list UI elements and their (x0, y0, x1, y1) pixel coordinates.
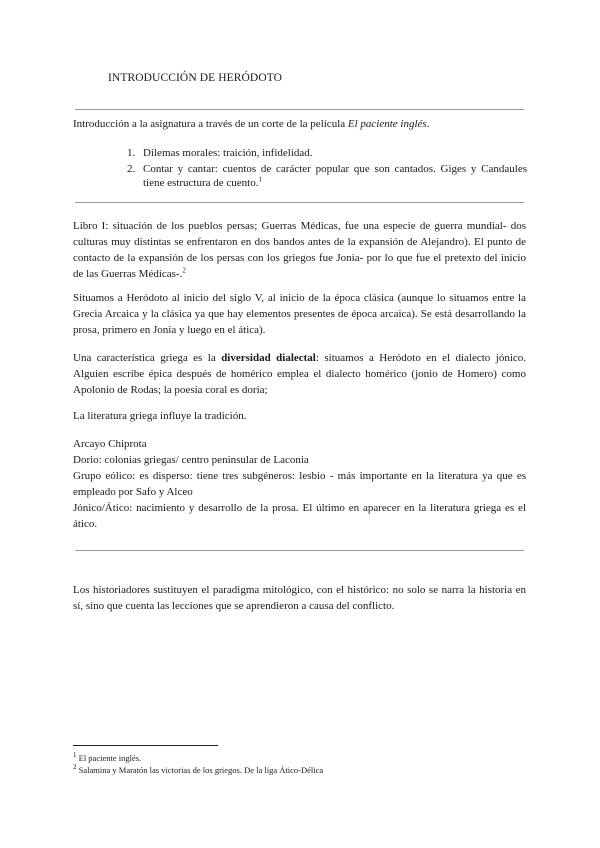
film-title: El paciente inglés (347, 118, 427, 130)
intro-end: . (426, 118, 430, 130)
historiadores-paragraph: Los historiadores sustituyen el paradigma mitológico, con el histórico: no solo se narra la historia en sí, sino que cuenta las lecciones que se aprendieron a causa del conflicto. (73, 584, 526, 612)
footnote-mark: 2 (73, 763, 77, 772)
intro-paragraph (73, 116, 526, 132)
list-item (127, 146, 527, 160)
intro-text: Introducción a la asignatura a través de un corte de la película (73, 118, 348, 130)
footnote (73, 764, 523, 776)
literatura-paragraph: La literatura griega influye la tradición. (73, 410, 247, 422)
caracteristica-paragraph (73, 350, 526, 398)
horizontal-rule (75, 550, 524, 551)
list-number: 2. (127, 163, 136, 175)
dialect-line: Grupo eólico: es disperso: tiene tres subgéneros: lesbio - más importante en la literatura ya que es empleado por Safo y Alceo (73, 470, 526, 498)
footnote-mark: 1 (73, 751, 77, 760)
footnote-ref[interactable]: 1 (258, 175, 262, 184)
caracteristica-after: : situamos a Heródoto en el dialecto jónico. Alguien escribe épica después de homérico emplea el dialecto homérico (jonio de Homero) como Apolonio de Rodas; la poesía coral es doria; (73, 352, 527, 396)
footnote (73, 752, 523, 764)
footnote-separator (73, 745, 218, 746)
dialect-line: Arcayo Chiprota (73, 438, 147, 450)
diversidad-dialectal: diversidad dialectal (221, 352, 316, 364)
page-title: INTRODUCCIÓN DE HERÓDOTO (108, 72, 283, 84)
list-number: 1. (127, 147, 136, 159)
libro-paragraph (73, 218, 526, 282)
horizontal-rule (75, 202, 524, 203)
caracteristica-before: Una característica griega es la (73, 352, 222, 364)
dialect-line: Jónico/Ático: nacimiento y desarrollo de la prosa. El último en aparecer en la literatura griega es el ático. (73, 502, 526, 530)
list-text: Contar y cantar: cuentos de carácter popular que son cantados. Giges y Candaules tiene estructura de cuento. (143, 163, 527, 189)
situamos-paragraph: Situamos a Heródoto al inicio del siglo V, al inicio de la época clásica (aunque lo situamos entre la Grecia Arcaica y la clásica ya que hay elementos presentes de época arcaica). Se está desarrollando la prosa, primero en Jonia y luego en el ática). (73, 292, 526, 336)
horizontal-rule (75, 109, 524, 110)
list-text: Dilemas morales: traición, infidelidad. (143, 147, 313, 159)
footnote-text: El paciente inglés. (78, 753, 142, 763)
list-item (127, 162, 527, 190)
dialect-line: Dorio: colonias griegas/ centro peninsular de Laconia (73, 454, 309, 466)
footnote-text: Salamina y Maratón las victorias de los griegos. De la liga Ático-Délica (78, 765, 324, 775)
footnote-ref[interactable]: 2 (182, 266, 186, 275)
numbered-list (127, 146, 527, 192)
dialects-block (73, 436, 526, 532)
libro-text: Libro I: situación de los pueblos persas; Guerras Médicas, fue una especie de guerra mundial- dos culturas muy distintas se enfrentaron en dos bandos antes de la expansión de Alejandro). El punto de contacto de la expansión de los persas con los griegos fue Jonia- por lo que fue el pretexto del inicio de las Guerras Médicas-. (73, 220, 526, 280)
